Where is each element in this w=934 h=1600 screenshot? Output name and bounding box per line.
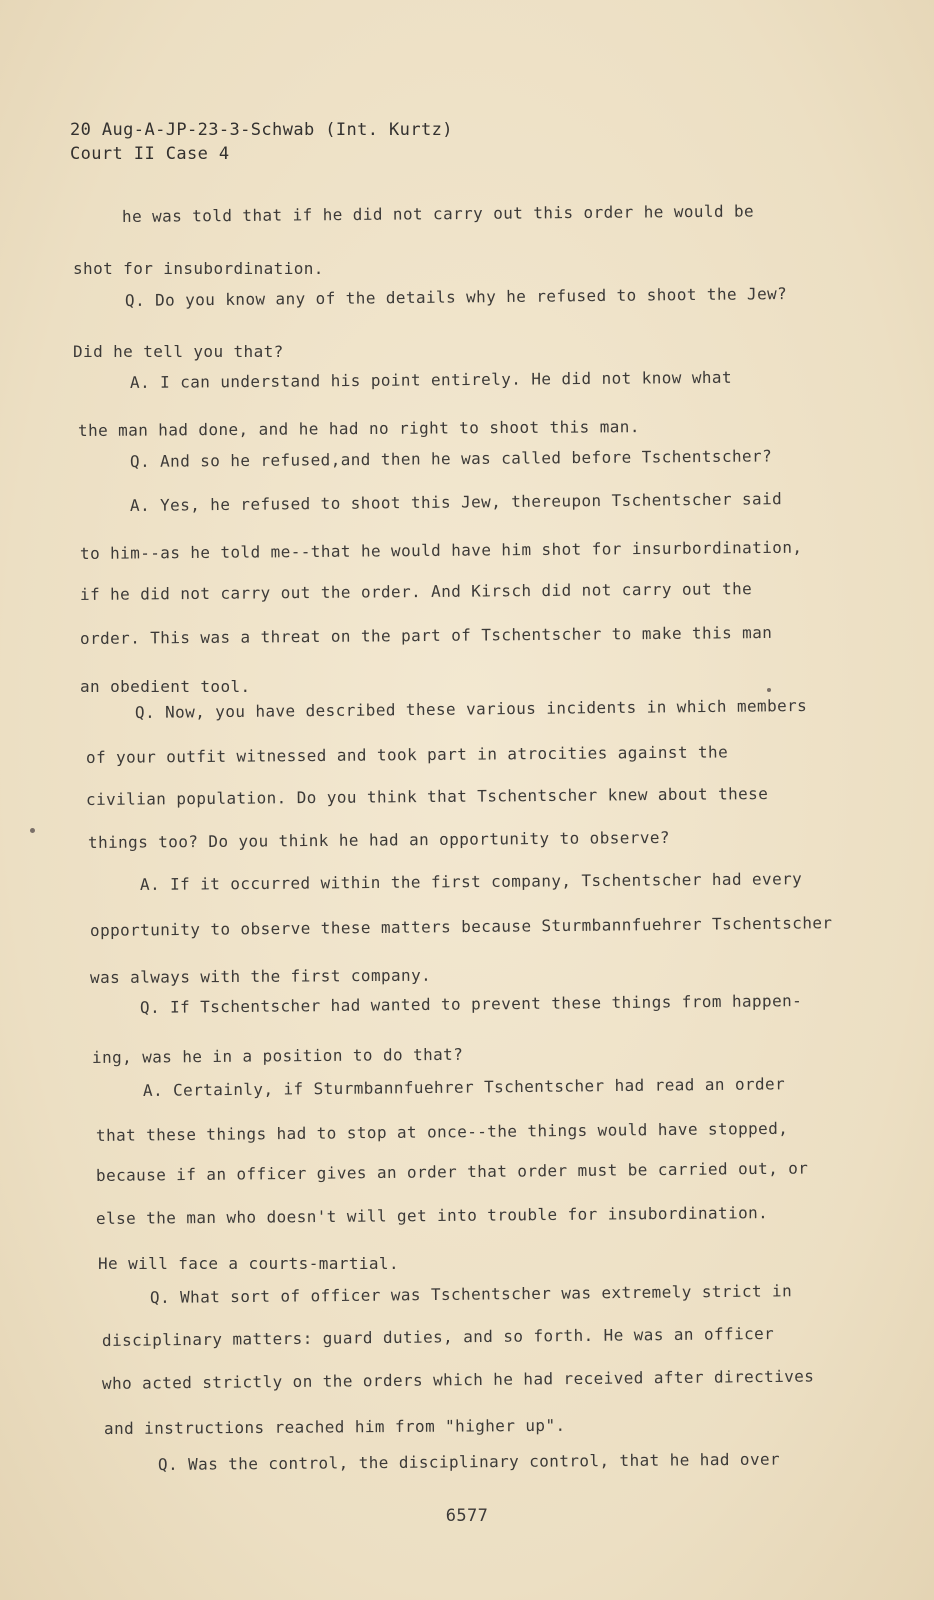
transcript-line: opportunity to observe these matters because Sturmbannfuehrer Tschentscher — [89, 913, 833, 940]
page-number: 6577 — [445, 1506, 489, 1526]
transcript-line: civilian population. Do you think that Tschentscher knew about these — [85, 784, 769, 809]
transcript-line: because if an officer gives an order that order must be carried out, or — [95, 1158, 809, 1185]
transcript-line: if he did not carry out the order. And Kirsch did not carry out the — [79, 579, 753, 604]
transcript-line: things too? Do you think he had an opportunity to observe? — [87, 827, 670, 852]
transcript-line: Q. Now, you have described these various incidents in which members — [134, 695, 808, 722]
paper-speck — [767, 688, 771, 692]
transcript-line: Q. If Tschentscher had wanted to prevent these things from happen- — [139, 991, 803, 1017]
transcript-line: was always with the first company. — [89, 965, 432, 987]
transcript-line: order. This was a threat on the part of Tschentscher to make this man — [79, 622, 773, 648]
transcript-line: else the man who doesn't will get into trouble for insubordination. — [95, 1203, 769, 1228]
header-case-reference: 20 Aug-A-JP-23-3-Schwab (Int. Kurtz) — [70, 120, 453, 140]
transcript-line: Q. Do you know any of the details why he refused to shoot the Jew? — [124, 284, 788, 310]
transcript-line: A. If it occurred within the first company, Tschentscher had every — [139, 869, 803, 894]
transcript-line: who acted strictly on the orders which he had received after directives — [101, 1366, 815, 1393]
transcript-line: disciplinary matters: guard duties, and so forth. He was an officer — [101, 1323, 775, 1350]
transcript-line: Did he tell you that? — [73, 342, 284, 361]
transcript-line: the man had done, and he had no right to shoot this man. — [77, 417, 640, 440]
transcript-line: Q. What sort of officer was Tschentscher was extremely strict in — [149, 1281, 793, 1307]
transcript-line: that these things had to stop at once--the things would have stopped, — [95, 1118, 789, 1145]
paper-speck — [30, 828, 35, 833]
transcript-line: shot for insubordination. — [73, 259, 324, 278]
transcript-line: an obedient tool. — [80, 677, 251, 696]
transcript-line: A. Yes, he refused to shoot this Jew, thereupon Tschentscher said — [129, 489, 783, 515]
transcript-line: he was told that if he did not carry out this order he would be — [121, 201, 755, 226]
header-court: Court II Case 4 — [70, 144, 230, 164]
transcript-line: A. I can understand his point entirely. He did not know what — [129, 367, 733, 392]
transcript-line: A. Certainly, if Sturmbannfuehrer Tschentscher had read an order — [142, 1074, 786, 1100]
transcript-line: of your outfit witnessed and took part in atrocities against the — [85, 742, 729, 767]
transcript-line: Q. Was the control, the disciplinary control, that he had over — [157, 1449, 781, 1474]
transcript-line: Q. And so he refused,and then he was called before Tschentscher? — [129, 446, 773, 471]
transcript-line: ing, was he in a position to do that? — [91, 1044, 464, 1067]
transcript-line: He will face a courts-martial. — [98, 1254, 399, 1273]
transcript-line: to him--as he told me--that he would have him shot for insurbordination, — [79, 537, 803, 563]
transcript-line: and instructions reached him from "higher up". — [103, 1415, 566, 1438]
